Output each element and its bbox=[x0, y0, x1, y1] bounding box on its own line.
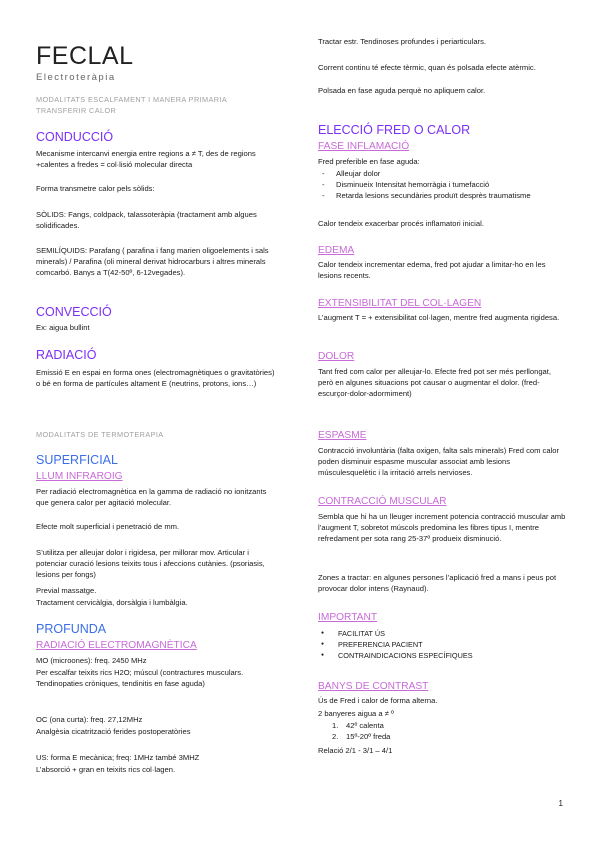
heading-eleccio: ELECCIÓ FRED O CALOR bbox=[318, 123, 471, 137]
edema-p: Calor tendeix incrementar edema, fred pot ajudar a limitar-ho en les lesions recents. bbox=[318, 260, 546, 280]
heading-conveccio: CONVECCIÓ bbox=[36, 305, 112, 319]
list-item: ● CONTRAINDICACIONS ESPECÍFIQUES bbox=[318, 650, 568, 661]
list-number: 2. bbox=[332, 731, 339, 741]
heading-profunda: PROFUNDA bbox=[36, 622, 107, 636]
right-top3: Polsada en fase aguda perquè no apliquem calor. bbox=[318, 86, 486, 95]
conduccio-p3 bbox=[36, 210, 276, 232]
banys-p2: 2 banyeres aigua a ≠ º bbox=[318, 709, 394, 718]
ext-p: L’augment T = + extensibilitat col·lagen, mentre fred augmenta rigidesa. bbox=[318, 313, 560, 322]
espasme-p: Contracció involuntària (falta oxigen, falta sals minerals) Fred com calor poden disminuir espasme muscular associat amb lesions músculesquelètic i la irritació arrels nervioses. bbox=[318, 446, 559, 477]
sub-edema: EDEMA bbox=[318, 245, 355, 256]
sub-important: IMPORTANT bbox=[318, 612, 378, 623]
sub-radiacio-electromagnetica: RADIACIÓ ELECTROMAGNÈTICA bbox=[36, 640, 197, 651]
conveccio-p1: Ex: aigua bullint bbox=[36, 323, 90, 332]
superficial-p5: Tractament cervicàlgia, dorsàlgia i lumbàlgia. bbox=[36, 598, 188, 607]
conduccio-p1: Mecanisme intercanvi energia entre regions a ≠ T, des de regions +calentes a fredes = col·lisió molecular directa bbox=[36, 149, 256, 169]
sub-contraccio: CONTRACCIÓ MUSCULAR bbox=[318, 496, 447, 507]
superficial-p1: Per radiació electromagnètica en la gamma de radiació no ionitzants que genera calor per agitació molecular. bbox=[36, 487, 267, 507]
fase-list bbox=[318, 169, 568, 201]
list-item: - Disminueix Intensitat hemorràgia i tumefacció bbox=[318, 180, 568, 191]
profunda-p1: MO (microones): freq. 2450 MHz bbox=[36, 656, 147, 665]
superficial-p4: Previal massatge. bbox=[36, 586, 97, 595]
list-item: - Alleujar dolor bbox=[318, 169, 568, 180]
doc-subtitle: Electroteràpia bbox=[36, 72, 116, 83]
sub-dolor: DOLOR bbox=[318, 351, 355, 362]
banys-p3: Relació 2/1 - 3/1 – 4/1 bbox=[318, 746, 393, 755]
semiliquids-text: Parafang ( parafina i fang marien oligoelements i sals minerals) / Parafina (oli mineral derivat hidrocarburs i altres minerals comcarbó. Banys a T(42-50º, 6-12vegades). bbox=[36, 246, 269, 277]
profunda-p2: Per escalfar teixits rics H2O; múscul (contractures musculars. Tendinopaties cròniques, tendinitis en fase aguda) bbox=[36, 668, 244, 688]
profunda-p3: OC (ona curta): freq. 27,12MHz bbox=[36, 715, 143, 724]
page-number: 1 bbox=[558, 799, 563, 808]
banys-list bbox=[318, 721, 568, 743]
contr-p: Sembla que hi ha un lleuger increment potencia contracció muscular amb l’augment T, sobretot múscols predomina les fibres tipus I, mentre refredament per sota rang 25-37º produeix disminució. bbox=[318, 512, 566, 543]
sub-extensibilitat: EXTENSIBILITAT DEL COL·LAGEN bbox=[318, 298, 482, 309]
list-text: 15º-20º freda bbox=[346, 731, 391, 741]
label-solids: SÒLIDS: bbox=[36, 210, 66, 219]
doc-title: FECLAL bbox=[36, 42, 134, 70]
list-text: 42º calenta bbox=[346, 721, 384, 730]
sub-fase-inflamacio: FASE INFLAMACIÓ bbox=[318, 141, 410, 152]
superficial-p3: S’utilitza per alleujar dolor i rigidesa, per millorar mov. Articular i potenciar curació lesions teixits tous i afeccions cutànies. (psoriasis, lesions per fongs) bbox=[36, 548, 265, 579]
list-item: ● PREFERENCIA PACIENT bbox=[318, 639, 568, 650]
dolor-p: Tant fred com calor per alleujar-lo. Efecte fred pot ser més perllongat, però en algunes situacions pot causar o augmentar el dolor. (fred- escurçor-dolor-adormiment) bbox=[318, 367, 551, 398]
contr-p2: Zones a tractar: en algunes persones l’aplicació fred a mans i peus pot provocar dolor intens (Raynaud). bbox=[318, 573, 557, 593]
heading-superficial: SUPERFICIAL bbox=[36, 453, 118, 467]
list-item bbox=[318, 721, 568, 732]
conduccio-p4 bbox=[36, 246, 281, 278]
heading-radiacio: RADIACIÓ bbox=[36, 348, 97, 362]
important-list bbox=[318, 628, 568, 661]
profunda-p6: L’absorció + gran en teixits rics col·lagen. bbox=[36, 765, 176, 774]
sub-espasme: ESPASME bbox=[318, 430, 367, 441]
list-number: 1. bbox=[332, 721, 339, 730]
label-semiliquids: SEMILÍQUIDS: bbox=[36, 246, 88, 255]
section-label-calor: MODALITATS ESCALFAMENT I MANERA PRIMARIA TRANSFERIR CALOR bbox=[36, 95, 227, 115]
fase-p2: Calor tendeix exacerbar procés inflamatori inicial. bbox=[318, 219, 484, 228]
fase-p: Fred preferible en fase aguda: bbox=[318, 157, 420, 166]
solids-text: Fangs, coldpack, talassoteràpia (tractament amb algues solidificades. bbox=[36, 210, 257, 230]
right-top2: Corrent continu té efecte tèrmic, quan és polsada efecte atèrmic. bbox=[318, 63, 536, 72]
superficial-p2: Efecte molt superficial i penetració de mm. bbox=[36, 522, 180, 531]
sub-banys-contrast: BANYS DE CONTRAST bbox=[318, 681, 429, 692]
right-top1: Tractar estr. Tendinoses profundes i periarticulars. bbox=[318, 37, 486, 46]
conduccio-p2: Forma transmetre calor pels sòlids: bbox=[36, 184, 155, 193]
sub-llum-infraroig: LLUM INFRAROIG bbox=[36, 471, 123, 482]
list-item bbox=[318, 732, 568, 743]
list-item: ● FACILITAT ÚS bbox=[318, 628, 568, 639]
radiacio-p1: Emissió E en espai en forma ones (electromagnètiques o gravitatòries) o bé en forma de partícules altament E (neutrins, protons, ions…) bbox=[36, 368, 275, 388]
profunda-p5: US: forma E mecànica; freq: 1MHz també 3MHZ bbox=[36, 753, 200, 762]
section-label-termo: MODALITATS DE TERMOTERAPIA bbox=[36, 430, 164, 439]
banys-p1: Ús de Fred i calor de forma alterna. bbox=[318, 696, 438, 705]
heading-conduccio: CONDUCCIÓ bbox=[36, 130, 114, 144]
list-item: - Retarda lesions secundàries produït desprès traumatisme bbox=[318, 191, 568, 202]
profunda-p4: Analgèsia cicatrització ferides postoperatòries bbox=[36, 727, 191, 736]
